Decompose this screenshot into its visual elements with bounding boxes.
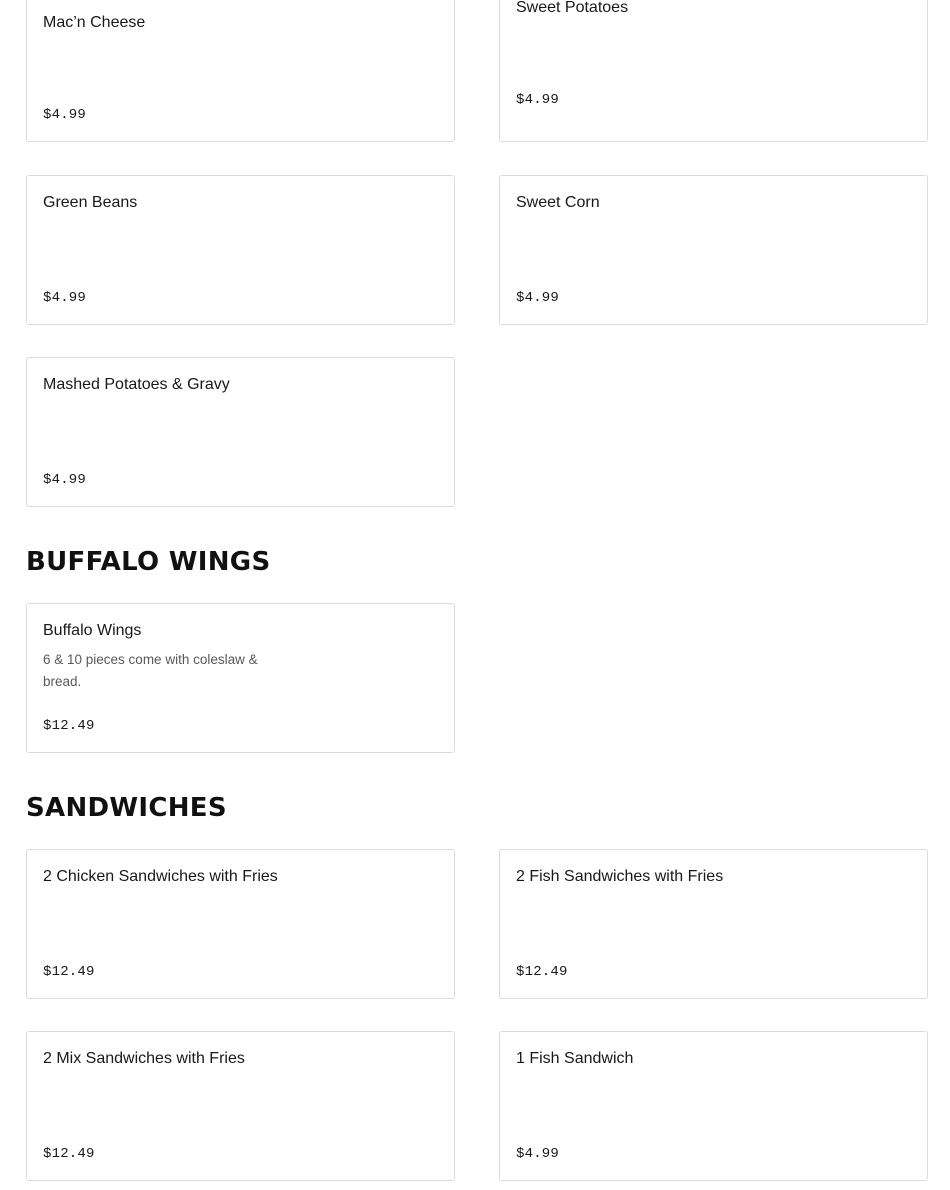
menu-item-card[interactable] (26, 175, 455, 325)
menu-item-name: Sweet Corn (516, 194, 600, 211)
menu-item-name: 2 Chicken Sandwiches with Fries (43, 868, 278, 885)
menu-item-price: $12.49 (43, 718, 95, 734)
menu-item-card[interactable] (26, 0, 455, 142)
menu-item-name: 2 Mix Sandwiches with Fries (43, 1050, 245, 1067)
menu-item-name: Mac’n Cheese (43, 14, 146, 31)
menu-item-name: Mashed Potatoes & Gravy (43, 376, 230, 393)
menu-item-card[interactable] (499, 175, 928, 325)
menu-item-name: 1 Fish Sandwich (516, 1050, 634, 1067)
menu-item-price: $4.99 (516, 92, 560, 108)
menu-item-card[interactable] (26, 357, 455, 507)
menu-item-price: $4.99 (43, 107, 87, 123)
menu-item-card[interactable] (26, 849, 455, 999)
menu-item-name: Buffalo Wings (43, 622, 142, 639)
menu-item-card[interactable] (499, 849, 928, 999)
menu-item-card[interactable] (26, 1031, 455, 1181)
menu-item-price: $4.99 (516, 1146, 560, 1162)
section-title-sandwiches: SANDWICHES (26, 793, 227, 823)
menu-item-price: $12.49 (43, 964, 95, 980)
menu-item-price: $12.49 (516, 964, 568, 980)
menu-item-description: 6 & 10 pieces come with coleslaw & bread. (43, 652, 258, 689)
menu-item-card[interactable] (26, 603, 455, 753)
menu-item-name: Green Beans (43, 194, 138, 211)
section-title-buffalo-wings: BUFFALO WINGS (26, 547, 271, 577)
menu-item-card[interactable] (499, 0, 928, 142)
menu-item-price: $4.99 (43, 472, 87, 488)
menu-item-name: 2 Fish Sandwiches with Fries (516, 868, 724, 885)
menu-item-price: $12.49 (43, 1146, 95, 1162)
menu-item-name: Sweet Potatoes (516, 0, 629, 16)
menu-item-card[interactable] (499, 1031, 928, 1181)
menu-item-price: $4.99 (516, 290, 560, 306)
menu-item-price: $4.99 (43, 290, 87, 306)
